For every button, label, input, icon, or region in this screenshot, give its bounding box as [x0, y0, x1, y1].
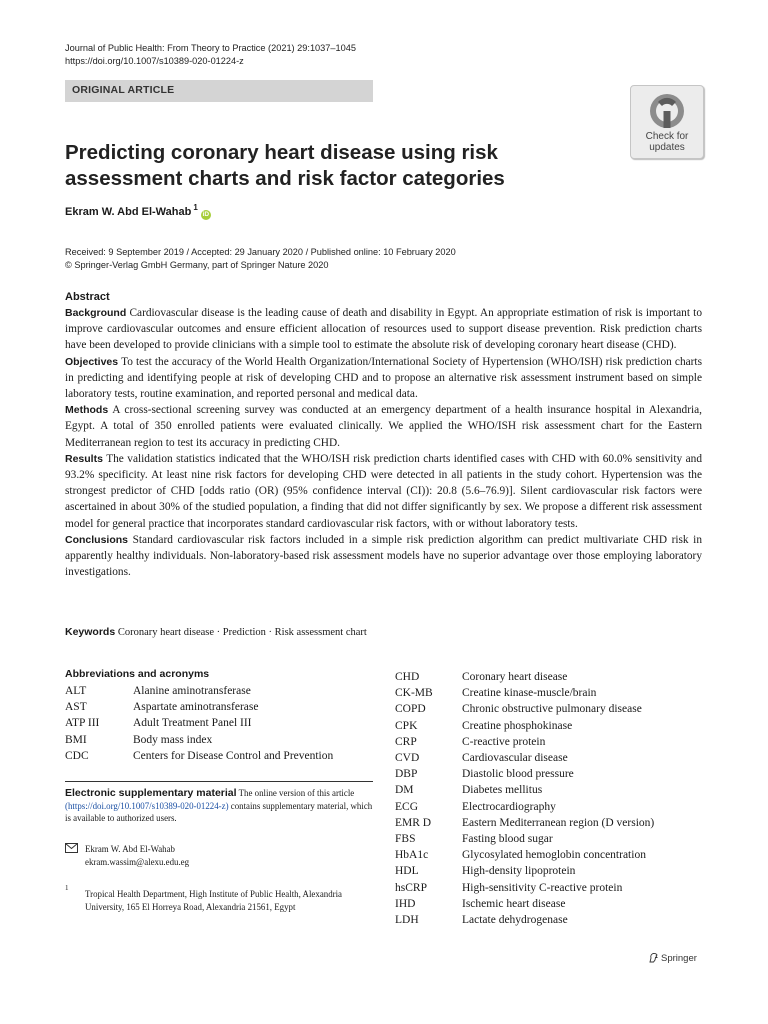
- abbreviation-term: Fasting blood sugar: [462, 833, 553, 846]
- springer-logo-text: Springer: [661, 953, 697, 964]
- abbreviation-code: CPK: [395, 719, 418, 732]
- check-for-updates-badge[interactable]: [630, 85, 704, 159]
- abbreviation-term: Alanine aminotransferase: [133, 685, 251, 697]
- section-text: A cross-sectional screening survey was conducted at an emergency department of a health insurance hospital in Alexandria, Egypt. A total of 350 enrolled patients were evaluated clinically. We applied the WHO/ISH risk assessment chart for the Eastern Mediterranean region to test its accuracy in predicting CHD.: [65, 404, 702, 449]
- abbreviation-item: [65, 699, 375, 715]
- section-label: Background: [65, 307, 127, 319]
- abbreviation-list-left: [65, 683, 375, 764]
- abbreviation-item: [395, 766, 715, 782]
- abbreviation-term: Diastolic blood pressure: [462, 768, 574, 781]
- abbreviation-item: [395, 782, 715, 798]
- section-text: To test the accuracy of the World Health Organization/International Society of Hypertension (WHO/ISH) risk prediction charts in predicting and identifying people at risk of developing CHD and to propose an alternative risk assessment instrument based on simple laboratory tests, routine examination, and reported personal and medical data.: [65, 355, 702, 401]
- keywords-text: Coronary heart disease · Prediction · Risk assessment chart: [117, 627, 367, 638]
- abbreviation-item: [395, 815, 715, 831]
- keywords-label: Keywords: [65, 626, 116, 638]
- abbreviation-item: [395, 880, 715, 896]
- doi-link[interactable]: https://doi.org/10.1007/s10389-020-01224-z: [65, 56, 244, 66]
- abbreviation-item: [395, 685, 715, 701]
- section-label: Conclusions: [65, 533, 129, 546]
- abbreviation-term: Cardiovascular disease: [462, 752, 568, 765]
- section-label: Methods: [65, 404, 109, 417]
- abbreviation-term: Centers for Disease Control and Prevention: [133, 749, 334, 762]
- abbreviation-item: [395, 701, 715, 717]
- abbreviation-term: Chronic obstructive pulmonary disease: [462, 703, 642, 716]
- abbreviation-item: [395, 912, 715, 928]
- springer-horse-icon: [648, 952, 659, 963]
- abbreviations-heading: Abbreviations and acronyms: [65, 668, 210, 680]
- supplementary-material-note: [65, 787, 375, 825]
- abbreviation-item: [65, 683, 375, 699]
- abbreviation-code: AST: [65, 701, 87, 714]
- abbreviation-code: DM: [395, 784, 414, 797]
- abbreviation-term: Diabetes mellitus: [462, 784, 543, 797]
- abbreviation-term: Electrocardiography: [462, 800, 556, 813]
- abbreviation-term: Coronary heart disease: [462, 671, 568, 683]
- abbreviation-code: CVD: [395, 752, 420, 765]
- abstract-conclusions: [65, 532, 702, 581]
- abbreviation-code: hsCRP: [395, 881, 427, 894]
- author-name[interactable]: Ekram W. Abd El-Wahab: [65, 206, 192, 218]
- abbreviation-code: ALT: [65, 685, 87, 697]
- article-title: Predicting coronary heart disease using risk assessment charts and risk factor categories: [65, 141, 505, 190]
- springer-logo: [648, 952, 697, 964]
- abbreviation-item: [395, 799, 715, 815]
- abbreviation-item: [395, 847, 715, 863]
- esm-link[interactable]: (https://doi.org/10.1007/s10389-020-01224-z): [65, 800, 229, 811]
- abbreviation-item: [395, 750, 715, 766]
- orcid-icon[interactable]: iD: [202, 211, 210, 218]
- abbreviation-item: [65, 732, 375, 748]
- abbreviation-list-right: [395, 669, 715, 928]
- section-label: Results: [65, 452, 103, 465]
- abbreviation-code: HDL: [395, 865, 419, 878]
- abbreviation-item: [65, 748, 375, 764]
- corresponding-author-name: Ekram W. Abd El-Wahab: [85, 844, 175, 854]
- abbreviation-term: Aspartate aminotransferase: [133, 701, 259, 714]
- esm-text-after: contains supplementary material, which is available to authorized users.: [65, 800, 373, 824]
- corresponding-author-email[interactable]: ekram.wassim@alexu.edu.eg: [85, 857, 190, 867]
- abbreviation-item: [395, 831, 715, 847]
- abbreviation-code: EMR D: [395, 816, 432, 829]
- abbreviation-term: Lactate dehydrogenase: [462, 914, 568, 927]
- section-text: Standard cardiovascular risk factors included in a simple risk prediction algorithm can predict multivariate CHD risk in apparently healthy individuals. Non-laboratory-based risk assessment models have no superior advantage over those employing laboratory investigations.: [65, 533, 702, 579]
- abbreviation-term: Adult Treatment Panel III: [133, 717, 252, 730]
- abbreviation-code: DBP: [395, 768, 418, 781]
- publication-dates: Received: 9 September 2019 / Accepted: 29 January 2020 / Published online: 10 February 2020: [65, 247, 456, 257]
- affiliation-text: Tropical Health Department, High Institute of Public Health, Alexandria University, 165 El Horreya Road, Alexandria 21561, Egypt: [85, 889, 342, 912]
- section-text: Cardiovascular disease is the leading cause of death and disability in Egypt. An appropriate estimation of risk is important to improve cardiovascular outcomes and ensure efficient allocation of resources used to support disease prevention. Risk prediction charts have been developed to provide clinicians with a simple tool to estimate the absolute risk of developing coronary heart disease (CHD).: [65, 307, 702, 352]
- esm-text-before: The online version of this article: [238, 788, 355, 798]
- journal-citation: Journal of Public Health: From Theory to Practice (2021) 29:1037–1045: [65, 43, 356, 53]
- abbreviation-code: CK-MB: [395, 687, 433, 700]
- abbreviation-item: [395, 896, 715, 912]
- copyright-icon: ©: [65, 260, 72, 270]
- abbreviation-code: CHD: [395, 671, 420, 683]
- abbreviation-code: IHD: [395, 897, 416, 910]
- abbreviation-term: Creatine kinase-muscle/brain: [462, 687, 597, 700]
- abbreviation-term: C-reactive protein: [462, 735, 546, 748]
- abbreviation-item: [395, 863, 715, 879]
- affiliation-marker: 1: [65, 884, 69, 892]
- author-affiliation-marker: 1: [193, 203, 198, 213]
- abstract: [65, 290, 702, 580]
- abstract-results: [65, 451, 702, 532]
- abbreviation-item: [395, 718, 715, 734]
- abbreviation-code: BMI: [65, 733, 87, 746]
- keywords-row: [65, 626, 367, 638]
- abbreviation-term: Eastern Mediterranean region (D version): [462, 816, 655, 829]
- abbreviation-item: [395, 734, 715, 750]
- section-text: The validation statistics indicated that the WHO/ISH risk prediction charts identified cases with CHD with 60.0% sensitivity and 93.2% specificity. At least nine risk factors for developing CHD were detected in all patients in the study cohort. Hypertension was the strongest predictor of CHD [odds ratio (OR) (95% confidence interval (CI)): 20.8 (5.6–76.9)]. Silent cardiovascular risk factors were ascertained in about 30% of the studied population, a finding that did not differ significantly by sex. We propose a different risk assessment model for general practice that incorporates standard cardiovascular risk factors, with or without laboratory tests.: [65, 452, 702, 530]
- abbreviation-code: ATP III: [65, 717, 100, 730]
- copyright-line: [65, 260, 328, 270]
- abstract-methods: [65, 402, 702, 451]
- section-label: Objectives: [65, 355, 119, 368]
- abbreviation-term: Creatine phosphokinase: [462, 719, 573, 732]
- abbreviation-term: Ischemic heart disease: [462, 897, 566, 910]
- author-line: [65, 203, 211, 220]
- abbreviation-item: [65, 715, 375, 731]
- footnote-divider: [65, 781, 373, 782]
- abbreviation-term: Glycosylated hemoglobin concentration: [462, 849, 646, 862]
- copyright-text: Springer-Verlag GmbH Germany, part of Springer Nature 2020: [74, 260, 329, 270]
- abbreviation-term: High-density lipoprotein: [462, 865, 576, 878]
- abbreviation-term: Body mass index: [133, 733, 213, 746]
- abbreviation-item: [395, 669, 715, 685]
- abbreviation-code: FBS: [395, 833, 416, 846]
- abbreviation-code: HbA1c: [395, 849, 429, 862]
- crossmark-label: Check for updates: [645, 131, 689, 153]
- abbreviation-code: CDC: [65, 749, 89, 762]
- abstract-heading: Abstract: [65, 291, 110, 303]
- abstract-background: [65, 305, 702, 354]
- abbreviation-term: High-sensitivity C-reactive protein: [462, 881, 623, 894]
- crossmark-icon: [648, 92, 686, 130]
- abstract-objectives: [65, 354, 702, 403]
- esm-label: Electronic supplementary material: [65, 787, 237, 799]
- abbreviation-code: COPD: [395, 703, 426, 716]
- article-type-label: ORIGINAL ARTICLE: [72, 84, 175, 96]
- abbreviation-code: LDH: [395, 914, 419, 927]
- abbreviation-code: ECG: [395, 800, 418, 813]
- email-icon: [65, 843, 78, 853]
- abbreviation-code: CRP: [395, 735, 417, 748]
